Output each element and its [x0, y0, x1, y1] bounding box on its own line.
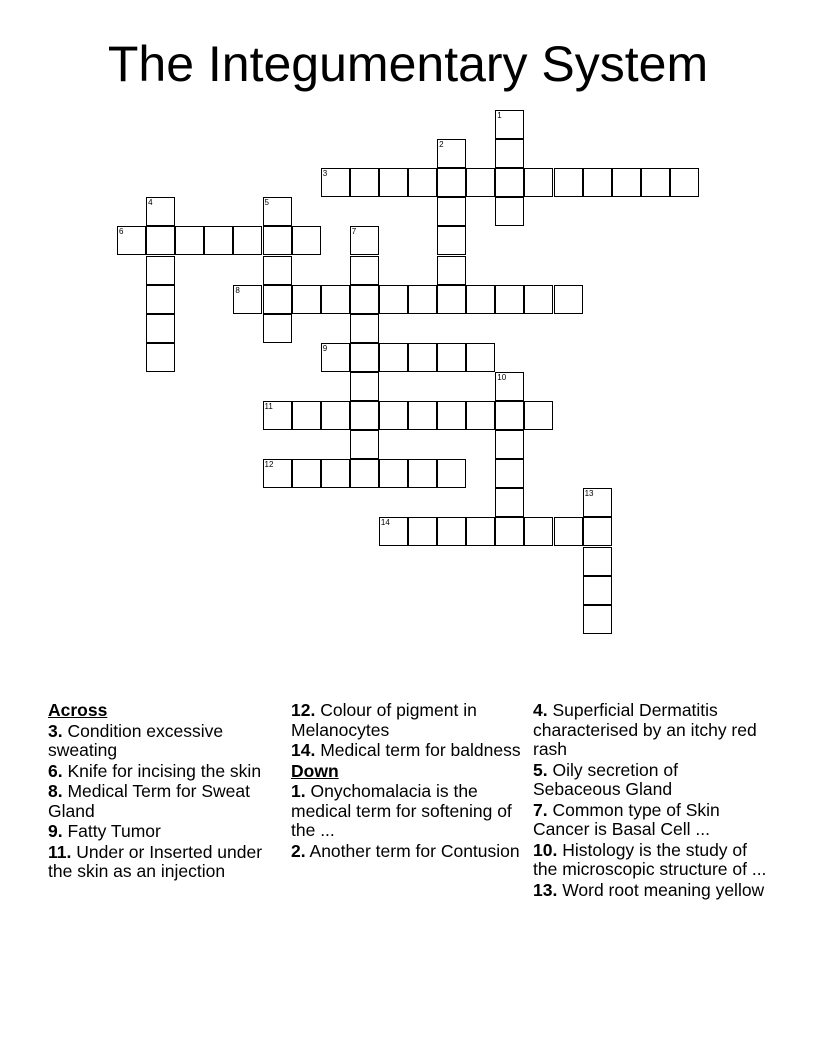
cell-number: 3	[322, 169, 328, 179]
grid-cell[interactable]	[350, 343, 379, 372]
clue-down-4: 4. Superficial Dermatitis characterised by an itchy red rash	[533, 700, 757, 759]
grid-cell[interactable]	[495, 197, 524, 226]
grid-cell[interactable]	[146, 226, 175, 255]
grid-cell[interactable]	[554, 517, 583, 546]
clue-down-5: 5. Oily secretion of Sebaceous Gland	[533, 759, 678, 799]
grid-cell[interactable]	[408, 285, 437, 314]
clue-down-13: 13. Word root meaning yellow	[533, 879, 765, 900]
cell-number: 5	[264, 198, 269, 208]
grid-cell[interactable]	[437, 343, 466, 372]
grid-cell[interactable]	[495, 285, 524, 314]
grid-cell[interactable]	[263, 256, 292, 285]
puzzle-title: The Integumentary System	[107, 36, 709, 92]
grid-cell[interactable]	[495, 401, 524, 430]
clue-across-14: 14. Medical term for baldness	[291, 740, 521, 760]
grid-cell[interactable]	[495, 517, 524, 546]
grid-cell[interactable]	[437, 459, 466, 488]
grid-cell[interactable]	[350, 168, 379, 197]
grid-cell[interactable]	[437, 285, 466, 314]
cell-number: 13	[584, 489, 594, 499]
grid-cell[interactable]	[495, 139, 524, 168]
clue-across-9: 9. Fatty Tumor	[48, 821, 161, 841]
cell-number: 4	[148, 198, 153, 208]
grid-cell[interactable]	[612, 168, 641, 197]
grid-cell[interactable]	[437, 256, 466, 285]
grid-cell[interactable]	[466, 168, 495, 197]
grid-cell[interactable]	[233, 226, 262, 255]
grid-cell[interactable]	[583, 168, 612, 197]
grid-cell[interactable]	[263, 285, 292, 314]
grid-cell[interactable]	[466, 285, 495, 314]
cell-number: 9	[322, 343, 328, 353]
grid-cell[interactable]	[146, 314, 175, 343]
grid-cell[interactable]	[466, 401, 495, 430]
clue-across-8: 8. Medical Term for Sweat Gland	[48, 781, 251, 821]
grid-cell[interactable]	[379, 285, 408, 314]
grid-cell[interactable]	[292, 226, 321, 255]
grid-cell[interactable]	[437, 226, 466, 255]
grid-cell[interactable]	[670, 168, 699, 197]
grid-cell[interactable]	[263, 314, 292, 343]
grid-cell[interactable]	[583, 547, 612, 576]
grid-cell[interactable]	[292, 285, 321, 314]
grid-cell[interactable]	[437, 197, 466, 226]
grid-cell[interactable]	[408, 459, 437, 488]
grid-cell[interactable]	[524, 517, 553, 546]
cell-number: 1	[497, 111, 502, 120]
grid-cell[interactable]	[350, 256, 379, 285]
cell-number: 6	[119, 227, 124, 237]
cell-number: 11	[264, 402, 273, 411]
grid-cell[interactable]	[524, 168, 553, 197]
clue-down-7: 7. Common type of Skin Cancer is Basal Cell ...	[533, 799, 720, 839]
grid-cell[interactable]	[379, 459, 408, 488]
cell-number: 10	[497, 372, 507, 382]
cell-number: 14	[380, 518, 390, 528]
clues-column-1	[48, 701, 284, 883]
grid-cell[interactable]	[583, 605, 612, 634]
grid-cell[interactable]	[263, 226, 292, 255]
clue-down-2: 2. Another term for Contusion	[291, 840, 520, 861]
clues-column-3	[533, 701, 769, 901]
grid-cell[interactable]	[350, 459, 379, 488]
down-heading: Down	[291, 760, 339, 781]
cell-number: 2	[439, 140, 444, 150]
grid-cell[interactable]	[146, 343, 175, 372]
grid-cell[interactable]	[495, 430, 524, 459]
grid-cell[interactable]	[437, 517, 466, 546]
grid-cell[interactable]	[146, 285, 175, 314]
grid-cell[interactable]	[321, 459, 350, 488]
grid-cell[interactable]	[583, 517, 612, 546]
grid-cell[interactable]	[292, 459, 321, 488]
clue-across-11: 11. Under or Inserted under the skin as an injection	[48, 841, 263, 881]
across-heading: Across	[48, 700, 108, 720]
grid-cell[interactable]	[321, 401, 350, 430]
grid-cell[interactable]	[350, 401, 379, 430]
grid-cell[interactable]	[408, 401, 437, 430]
grid-cell[interactable]	[554, 285, 583, 314]
grid-cell[interactable]	[350, 372, 379, 401]
cell-number: 7	[351, 227, 357, 237]
grid-cell[interactable]	[641, 168, 670, 197]
grid-cell[interactable]	[175, 226, 204, 255]
grid-cell[interactable]	[408, 517, 437, 546]
grid-cell[interactable]	[321, 285, 350, 314]
grid-cell[interactable]	[204, 226, 233, 255]
grid-cell[interactable]	[583, 576, 612, 605]
grid-cell[interactable]	[292, 401, 321, 430]
grid-cell[interactable]	[437, 168, 466, 197]
grid-cell[interactable]	[524, 285, 553, 314]
grid-cell[interactable]	[554, 168, 583, 197]
grid-cell[interactable]	[379, 343, 408, 372]
clue-down-10: 10. Histology is the study of the microscopic structure of ...	[533, 839, 767, 879]
grid-cell[interactable]	[495, 459, 524, 488]
grid-cell[interactable]	[408, 168, 437, 197]
grid-cell[interactable]	[466, 517, 495, 546]
clues-column-2	[291, 701, 527, 862]
grid-cell[interactable]	[350, 285, 379, 314]
grid-cell[interactable]	[495, 168, 524, 197]
grid-cell[interactable]	[379, 401, 408, 430]
cell-number: 8	[235, 285, 240, 295]
clue-across-12: 12. Colour of pigment in Melanocytes	[291, 700, 477, 740]
grid-cell[interactable]	[524, 401, 553, 430]
clue-across-6: 6. Knife for incising the skin	[48, 760, 262, 781]
clue-across-3: 3. Condition excessive sweating	[48, 720, 224, 760]
grid-cell[interactable]	[495, 488, 524, 517]
clue-down-1: 1. Onychomalacia is the medical term for softening of the ...	[291, 781, 512, 840]
grid-cell[interactable]	[437, 401, 466, 430]
grid-cell[interactable]	[350, 430, 379, 459]
grid-cell[interactable]	[408, 343, 437, 372]
grid-cell[interactable]	[379, 168, 408, 197]
grid-cell[interactable]	[466, 343, 495, 372]
cell-number: 12	[264, 460, 274, 470]
grid-cell[interactable]	[350, 314, 379, 343]
grid-cell[interactable]	[146, 256, 175, 285]
